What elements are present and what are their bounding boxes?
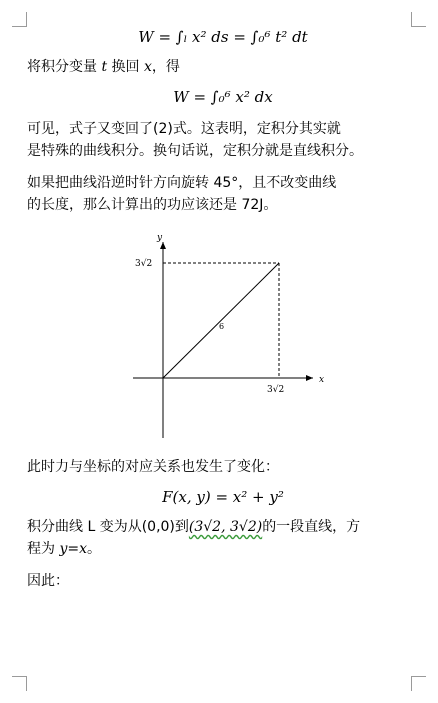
corner-mark-top-left bbox=[12, 12, 27, 27]
line-segment-diagram bbox=[123, 232, 323, 440]
paragraph-therefore: 因此： bbox=[27, 573, 69, 589]
x-axis-label: x bbox=[319, 375, 325, 385]
equation-definite-integral: W = ∫₀⁶ x² dx bbox=[173, 88, 273, 106]
document-body bbox=[27, 22, 419, 592]
x-tick-label: 3√2 bbox=[267, 385, 285, 395]
paragraph-conclusion: 可见，式子又变回了(2)式。这表明，定积分其实就 是特殊的曲线积分。换句话说，定积分就是直线积分。 bbox=[27, 121, 363, 159]
y-tick-label: 3√2 bbox=[135, 259, 153, 269]
corner-mark-bottom-left bbox=[12, 676, 27, 691]
endpoint-coordinates: (3√2, 3√2) bbox=[188, 519, 263, 535]
paragraph-force-relation: 此时力与坐标的对应关系也发生了变化： bbox=[27, 459, 279, 475]
y-axis-arrow-icon bbox=[160, 242, 166, 249]
paragraph-change-variable: 将积分变量 t 换回 x，得 bbox=[27, 59, 180, 75]
x-axis-arrow-icon bbox=[306, 375, 313, 381]
segment-line bbox=[163, 263, 279, 378]
equation-work-integral: W = ∫ₗ x² ds = ∫₀⁶ t² dt bbox=[138, 28, 308, 46]
equation-force: F(x, y) = x² + y² bbox=[162, 488, 284, 506]
segment-length-label: 6 bbox=[219, 322, 225, 331]
corner-mark-bottom-right bbox=[411, 676, 426, 691]
paragraph-rotation: 如果把曲线沿逆时针方向旋转 45°，且不改变曲线 的长度，那么计算出的功应该还是 72J。 bbox=[27, 175, 337, 213]
y-axis-label: y bbox=[157, 233, 163, 243]
paragraph-new-curve: 积分曲线 L 变为从(0,0)到(3√2, 3√2)的一段直线，方 程为 y=x。 bbox=[27, 519, 361, 557]
